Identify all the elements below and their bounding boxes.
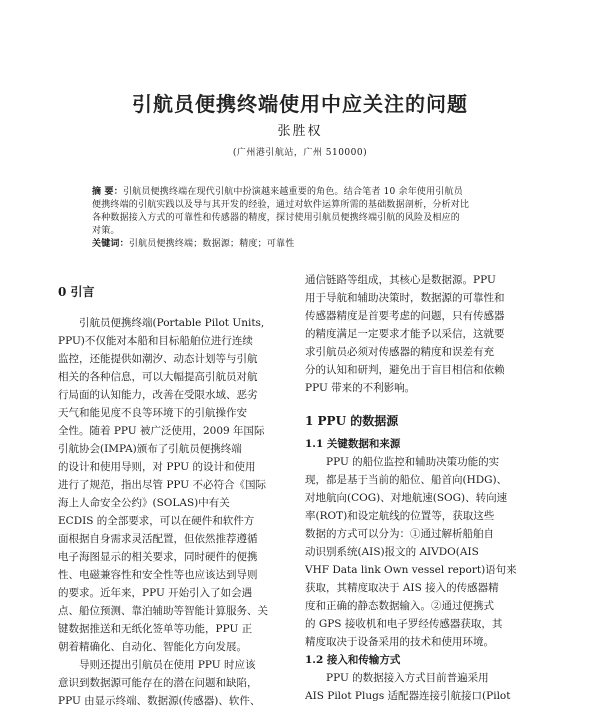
body-line: 性、电磁兼容性和安全性等也应该达到导则 (58, 569, 258, 581)
body-line: 监控，还能提供如潮汐、动态计划等与引航 (58, 353, 258, 365)
body-line: 导则还提出引航员在使用 PPU 时应该 (79, 659, 256, 671)
author-affiliation: (广州港引航站，广州 510000) (232, 148, 368, 158)
body-line: 现，都是基于当前的船位、船首向(HDG)、 (305, 474, 508, 486)
body-line: PPU 的船位监控和辅助决策功能的实 (326, 456, 500, 468)
author-name: 张胜权 (277, 124, 323, 139)
body-line: 全性。随着 PPU 被广泛使用，2009 年国际 (58, 425, 265, 437)
body-line: 的 GPS 接收机和电子罗经传感器获取，其 (305, 618, 503, 630)
body-line: 率(ROT)和设定航线的位置等，获取这些 (305, 510, 495, 522)
body-line: VHF Data link Own vessel report)语句来 (305, 564, 517, 576)
keywords-line (92, 238, 524, 251)
body-line: 通信链路等组成，其核心是数据源。PPU (305, 274, 496, 286)
body-line: 度和正确的静态数据输入。②通过便携式 (305, 600, 494, 612)
body-line: 面根据自身需求灵活配置，但依然推荐遵循 (58, 533, 258, 545)
left-column (58, 282, 290, 710)
body-line: 引航员便携终端(Portable Pilot Units, (79, 317, 265, 329)
abstract-line: 便携终端的引航实践以及导与其开发的经验，通过对软件运算所需的基础数据剖析，分析对比 (92, 200, 470, 210)
subsection-heading-key-data: 1.1 关键数据和来源 (305, 438, 401, 450)
body-line: AIS Pilot Plugs 适配器连接引航接口(Pilot (305, 690, 511, 702)
body-line: 朝着精确化、自动化、智能化方向发展。 (58, 641, 247, 653)
section-heading-introduction: 0 引言 (58, 285, 95, 299)
keywords-label: 关键词： (92, 239, 129, 249)
abstract-line: 摘 要：引航员便携终端在现代引航中扮演越来越重要的角色。结合笔者 10 余年使用引航员 (92, 187, 463, 197)
body-line: 精度取决于设备采用的技术和使用环境。 (305, 636, 494, 648)
paper-title: 引航员便携终端使用中应关注的问题 (132, 92, 468, 116)
body-line: 天气和能见度不良等环境下的引航操作安 (58, 407, 247, 419)
body-line: 的精度满足一定要求才能予以采信，这就要 (305, 328, 505, 340)
body-line: 对地航向(COG)、对地航速(SOG)、转向速 (305, 492, 508, 504)
body-line: 键数据推送和无纸化签单等功能，PPU 正 (58, 623, 253, 635)
abstract-label: 摘 要： (92, 187, 123, 197)
subsection-heading-access-transmission: 1.2 接入和传输方式 (305, 654, 401, 666)
body-line: 数据的方式可以分为：①通过解析船舶自 (305, 528, 494, 540)
body-line: 传感器精度是首要考虑的问题，只有传感器 (305, 310, 505, 322)
body-line: 引航协会(IMPA)颁布了引航员便携终端 (58, 443, 242, 455)
abstract-block (92, 186, 524, 251)
abstract-line: 各种数据接入方式的可靠性和传感器的精度，探讨使用引航员便携终端引航的风险及相应的 (92, 213, 461, 223)
body-line: 获取，其精度取决于 AIS 接入的传感器精 (305, 582, 499, 594)
body-line: 行局面的认知能力，改善在受限水域、恶劣 (58, 389, 258, 401)
body-line: 的要求。近年来，PPU 开始引入了如会遇 (58, 587, 253, 599)
body-line: PPU)不仅能对本船和目标船舶位进行连续 (58, 335, 253, 347)
body-line: 分的认知和研判，避免出于盲目相信和依赖 (305, 364, 505, 376)
body-line: 点、船位预测、靠泊辅助等智能计算服务、关 (58, 605, 268, 617)
body-line: 意识到数据源可能存在的潜在问题和缺陷， (58, 677, 258, 689)
abstract-line: 对策。 (92, 226, 120, 236)
section-heading-data-sources: 1 PPU 的数据源 (305, 414, 399, 428)
body-line: 电子海图显示的相关要求，同时硬件的便携 (58, 551, 258, 563)
body-line: ECDIS 的全部要求，可以在硬件和软件方 (58, 515, 255, 527)
right-column (305, 271, 545, 705)
body-line: 相关的各种信息，可以大幅提高引航员对航 (58, 371, 258, 383)
body-line: 进行了规范，指出尽管 PPU 不必符合《国际 (58, 479, 266, 491)
body-line: 动识别系统(AIS)报文的 AIVDO(AIS (305, 546, 479, 558)
body-line: 海上人命安全公约》(SOLAS)中有关 (58, 497, 230, 509)
body-line: 的设计和使用导则，对 PPU 的设计和使用 (58, 461, 256, 473)
body-line: PPU 带来的不利影响。 (305, 382, 416, 394)
body-line: 用于导航和辅助决策时，数据源的可靠性和 (305, 292, 505, 304)
keywords-text: 引航员便携终端；数据源；精度；可靠性 (128, 239, 295, 249)
body-line: PPU 由显示终端、数据源(传感器)、软件、 (58, 695, 261, 707)
body-line: 求引航员必须对传感器的精度和误差有充 (305, 346, 494, 358)
body-line: PPU 的数据接入方式目前普遍采用 (326, 672, 489, 684)
